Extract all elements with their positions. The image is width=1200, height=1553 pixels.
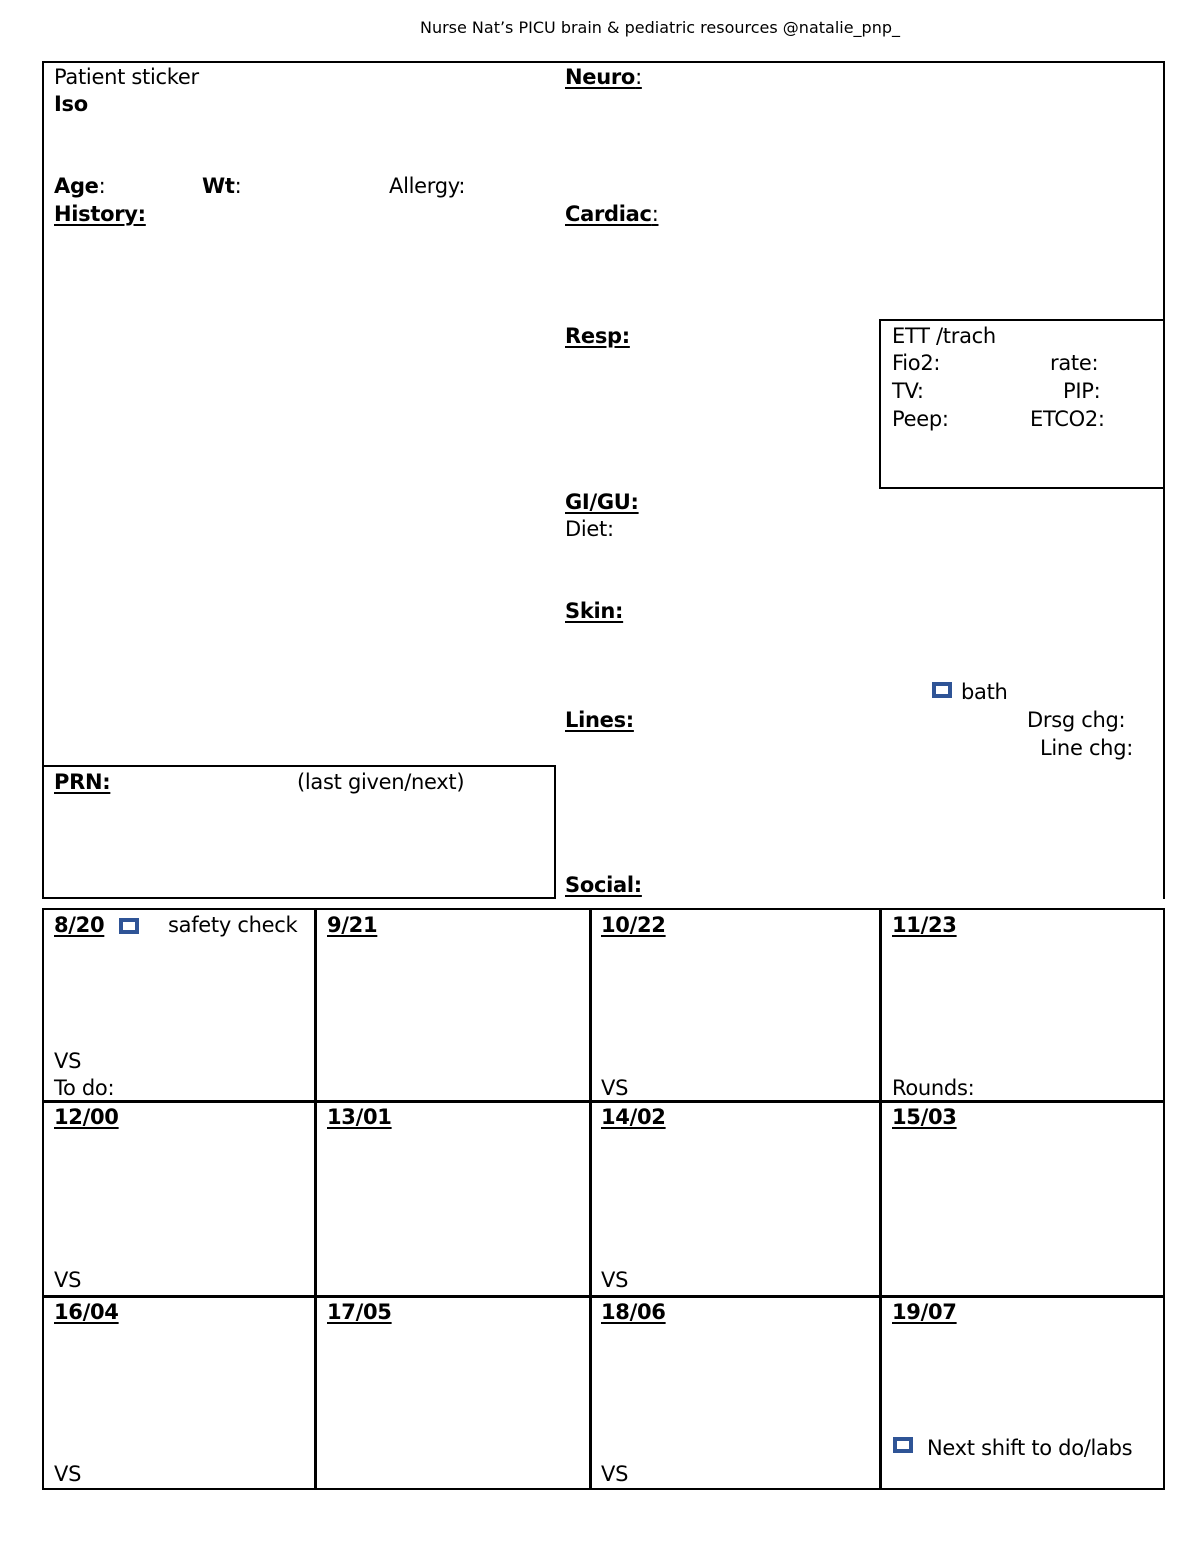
allergy-label: Allergy: (389, 174, 466, 198)
grid-col-divider-2 (589, 908, 592, 1490)
history-label: History: (54, 202, 146, 226)
safety-check-label: safety check (168, 913, 298, 937)
time-cell-8-20: 8/20 (54, 913, 105, 937)
vs-label: VS (601, 1462, 629, 1486)
iso-label: Iso (54, 92, 88, 116)
cardiac-field (565, 201, 658, 227)
time-cell-14-02: 14/02 (601, 1105, 666, 1129)
page-header: Nurse Nat’s PICU brain & pediatric resources @natalie_pnp_ (419, 18, 901, 37)
prn-note: (last given/next) (297, 770, 465, 794)
wt-colon: : (234, 174, 242, 198)
time-cell-9-21: 9/21 (327, 913, 378, 937)
grid-col-divider-3 (879, 908, 882, 1490)
time-cell-16-04: 16/04 (54, 1300, 119, 1324)
time-cell-10-22: 10/22 (601, 913, 666, 937)
wt-field (202, 173, 241, 199)
neuro-label: Neuro (565, 65, 636, 89)
skin-label: Skin: (565, 599, 624, 623)
social-label: Social: (565, 873, 642, 897)
time-cell-18-06: 18/06 (601, 1300, 666, 1324)
grid-col-divider-1 (314, 908, 317, 1490)
cardiac-label: Cardiac (565, 202, 652, 226)
bath-label: bath (961, 680, 1008, 704)
gigu-label: GI/GU: (565, 490, 639, 514)
diet-label: Diet: (565, 517, 614, 541)
lines-label: Lines: (565, 708, 634, 732)
cardiac-colon: : (651, 202, 659, 226)
tv-label: TV: (892, 379, 924, 403)
time-cell-11-23: 11/23 (892, 913, 957, 937)
rounds-label: Rounds: (892, 1076, 975, 1100)
patient-sticker-label: Patient sticker (54, 65, 199, 89)
age-field (54, 173, 105, 199)
pip-label: PIP: (1063, 379, 1101, 403)
vs-label: VS (601, 1268, 629, 1292)
next-shift-label: Next shift to do/labs (927, 1436, 1133, 1460)
todo-label: To do: (54, 1076, 115, 1100)
etco2-label: ETCO2: (1030, 407, 1105, 431)
age-colon: : (98, 174, 106, 198)
next-shift-checkbox[interactable] (893, 1437, 913, 1453)
resp-label: Resp: (565, 324, 630, 348)
time-cell-15-03: 15/03 (892, 1105, 957, 1129)
time-cell-12-00: 12/00 (54, 1105, 119, 1129)
age-label: Age (54, 174, 99, 198)
bath-checkbox[interactable] (932, 682, 952, 698)
time-cell-17-05: 17/05 (327, 1300, 392, 1324)
vs-label: VS (601, 1076, 629, 1100)
ett-title: ETT /trach (892, 324, 996, 348)
safety-check-checkbox[interactable] (119, 918, 139, 934)
wt-label: Wt (202, 174, 235, 198)
hourly-grid (42, 908, 1165, 1490)
prn-label: PRN: (54, 770, 111, 794)
fio2-label: Fio2: (892, 351, 941, 375)
vs-label: VS (54, 1049, 82, 1073)
time-cell-19-07: 19/07 (892, 1300, 957, 1324)
grid-row-divider-2 (42, 1295, 1165, 1298)
line-chg-label: Line chg: (1040, 736, 1133, 760)
rate-label: rate: (1050, 351, 1099, 375)
drsg-chg-label: Drsg chg: (1027, 708, 1126, 732)
vs-label: VS (54, 1462, 82, 1486)
vs-label: VS (54, 1268, 82, 1292)
neuro-field (565, 64, 642, 90)
time-cell-13-01: 13/01 (327, 1105, 392, 1129)
peep-label: Peep: (892, 407, 949, 431)
neuro-colon: : (635, 65, 642, 89)
